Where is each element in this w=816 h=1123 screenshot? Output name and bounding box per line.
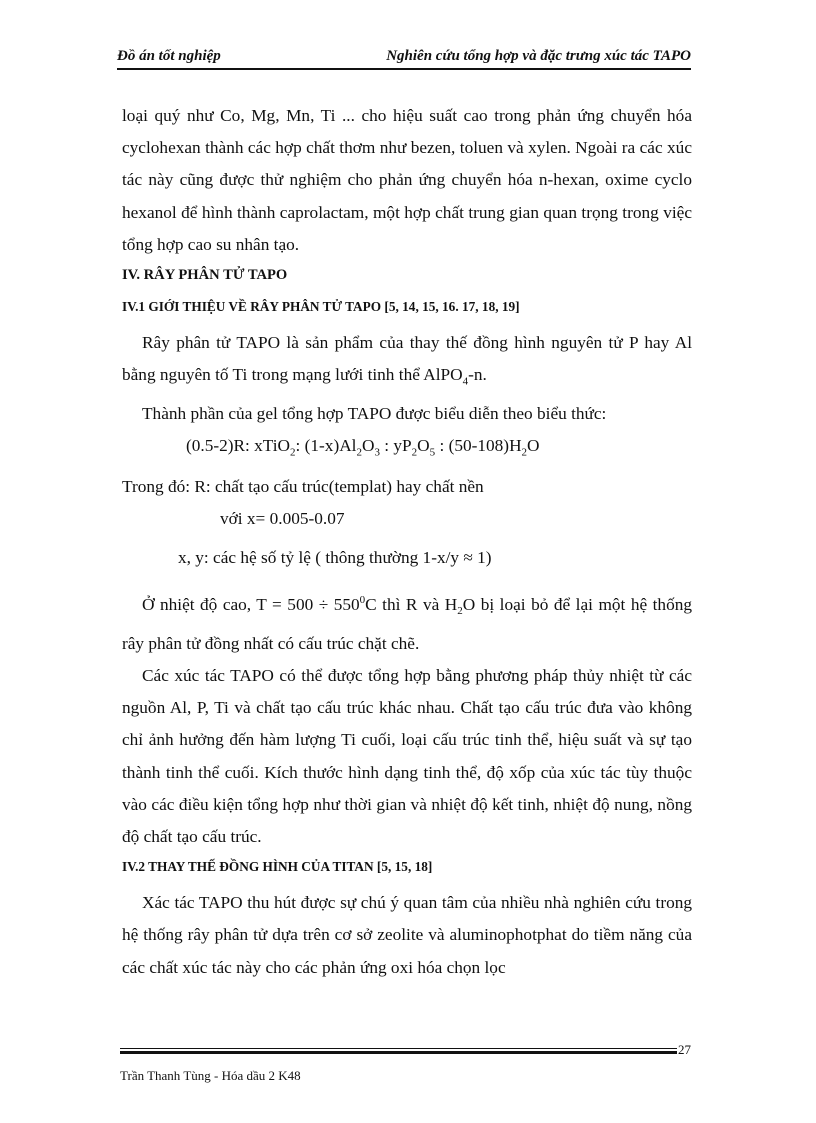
formula-legend-x-range: với x= 0.005-0.07 (220, 508, 345, 528)
page-number: 27 (678, 1042, 691, 1057)
formula-legend-xy: x, y: các hệ số tỷ lệ ( thông thường 1-x/y ≈ 1) (178, 548, 492, 568)
paragraph-tapo-interest: Xác tác TAPO thu hút được sự chú ý quan tâm của nhiều nhà nghiên cứu trong hệ thống rây phân tử dựa trên cơ sở zeolite và aluminophotphat do tiềm năng của các chất xúc tác này cho các phản ứng oxi hóa chọn lọc (122, 893, 692, 977)
header-document-title: Nghiên cứu tổng hợp và đặc trưng xúc tác TAPO (386, 48, 691, 64)
formula-legend-r: Trong đó: R: chất tạo cấu trúc(templat) hay chất nền (122, 476, 484, 496)
paragraph-tapo-definition: Rây phân tử TAPO là sản phẩm của thay thế đồng hình nguyên tử P hay Al bằng nguyên tố Ti trong mạng lưới tinh thể AlPO$_4$-n. (122, 333, 692, 388)
paragraph-synthesis: Các xúc tác TAPO có thể được tổng hợp bằng phương pháp thủy nhiệt từ các nguồn Al, P, Ti và chất tạo cấu trúc khác nhau. Chất tạo cấu trúc đưa vào không chỉ ảnh hưởng đến hàm lượng Ti cuối, loại cấu trúc tinh thể, hiệu suất và sự tạo thành tinh thể cuối. Kích thước hình dạng tinh thể, độ xốp của xúc tác tùy thuộc vào các điều kiện tổng hợp như thời gian và nhiệt độ kết tinh, nhiệt độ nung, nồng độ chất tạo cấu trúc. (122, 665, 692, 846)
gel-formula: (0.5-2)R: xTiO$_2$: $(1-x)Al_2O_3$ : $yP_2O_5$ : $(50-108)H_2O$ (186, 436, 540, 459)
section-heading-iv-2: IV.2 THAY THẾ ĐỒNG HÌNH CỦA TITAN [5, 15, 18] (122, 859, 433, 875)
footer-rule-thick (120, 1051, 677, 1054)
section-heading-iv-1: IV.1 GIỚI THIỆU VỀ RÂY PHÂN TỬ TAPO [5, 14, 15, 16. 17, 18, 19] (122, 299, 520, 315)
page-content (122, 100, 692, 984)
page-header (117, 46, 691, 70)
footer-author: Trần Thanh Tùng - Hóa dầu 2 K48 (120, 1068, 301, 1083)
footer-divider (120, 1048, 677, 1056)
paragraph-calcination: Ở nhiệt độ cao, $T = 500 \div 550^0C$ thì R và $H_2O$ bị loại bỏ để lại một hệ thống rây phân tử đồng nhất có cấu trúc chặt chẽ. (122, 594, 692, 653)
paragraph-gel-composition: Thành phần của gel tổng hợp TAPO được biểu diễn theo biểu thức: (142, 403, 607, 423)
footer-rule-thin (120, 1048, 677, 1049)
paragraph-continuation: loại quý như Co, Mg, Mn, Ti ... cho hiệu suất cao trong phản ứng chuyển hóa cyclohexan thành các hợp chất thơm như bezen, toluen và xylen. Ngoài ra các xúc tác này cũng được thử nghiệm cho phản ứng chuyển hóa n-hexan, oxime cyclo hexanol để hình thành caprolactam, một hợp chất trung gian quan trọng trong việc tổng hợp cao su nhân tạo. (122, 106, 692, 254)
section-heading-iv: IV. RÂY PHÂN TỬ TAPO (122, 267, 288, 284)
header-document-type: Đồ án tốt nghiệp (117, 48, 221, 64)
